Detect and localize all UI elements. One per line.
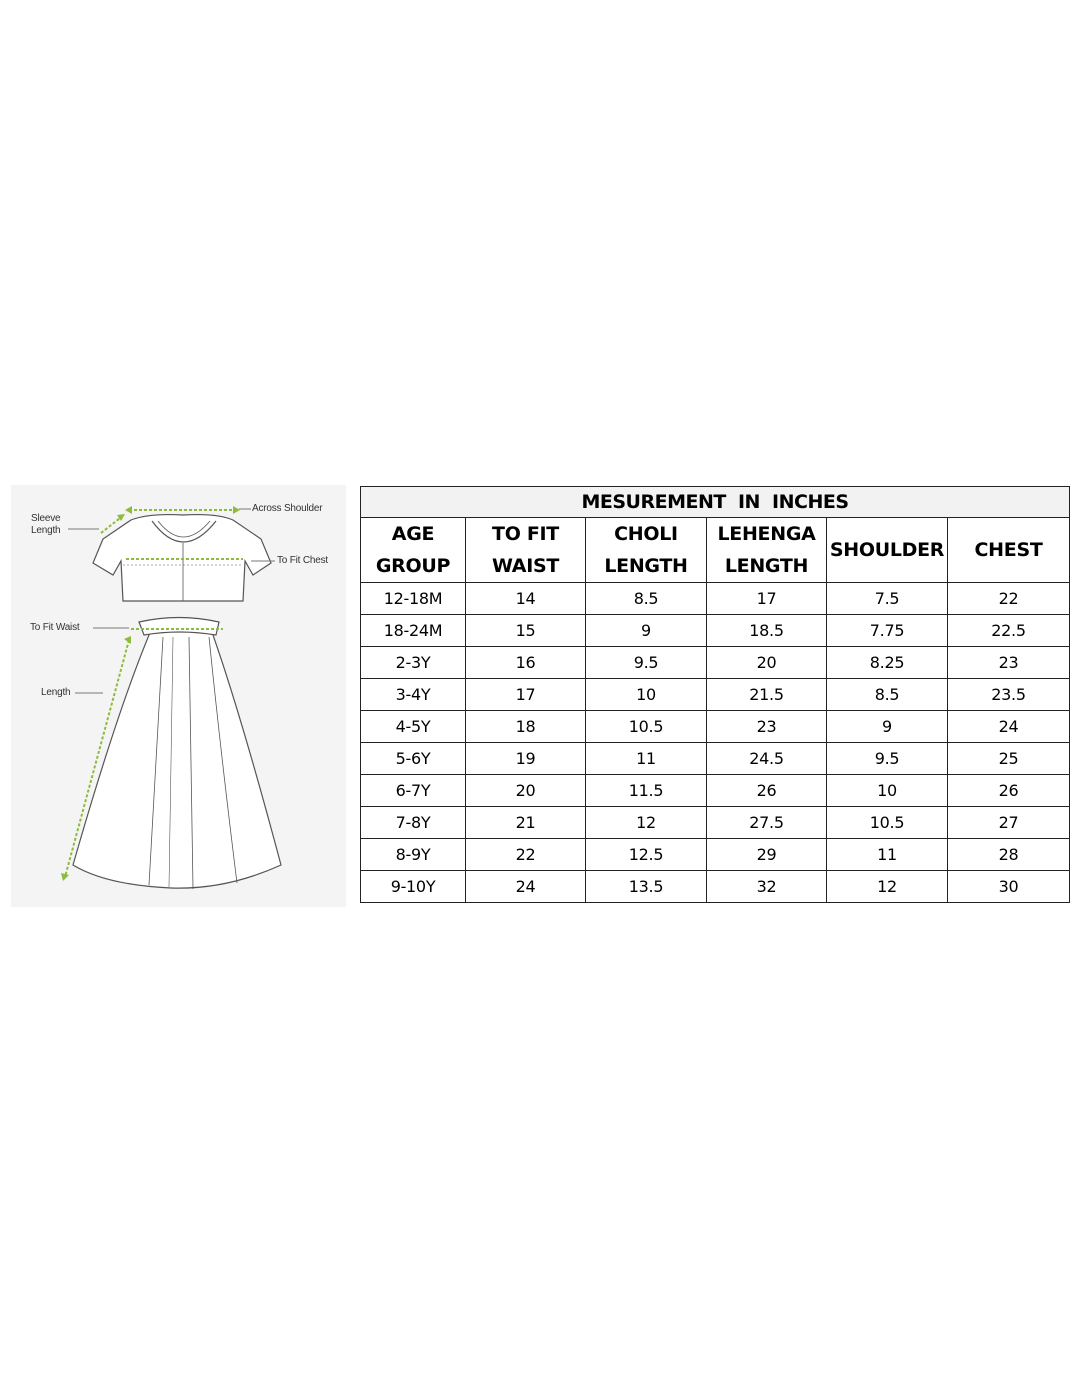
cell-waist: 20 <box>466 775 586 807</box>
table-row <box>361 839 1070 871</box>
cell-chest: 24 <box>948 711 1070 743</box>
cell-shoulder: 8.25 <box>827 647 948 679</box>
header-text: LEHENGA <box>717 523 816 545</box>
cell-chest: 25 <box>948 743 1070 775</box>
table-body <box>361 583 1070 903</box>
header-text: CHOLI <box>614 523 678 545</box>
sleeve-length-label: Sleeve Length <box>31 513 61 536</box>
lehenga-drawing <box>73 618 281 890</box>
cell-shoulder: 10 <box>827 775 948 807</box>
cell-lehenga-length: 27.5 <box>707 807 827 839</box>
cell-shoulder: 12 <box>827 871 948 903</box>
cell-lehenga-length: 24.5 <box>707 743 827 775</box>
cell-choli-length: 8.5 <box>586 583 707 615</box>
cell-lehenga-length: 21.5 <box>707 679 827 711</box>
table-row <box>361 775 1070 807</box>
cell-age-group: 9-10Y <box>361 871 466 903</box>
garment-diagram <box>11 485 346 907</box>
header-to-fit-waist <box>466 518 586 583</box>
cell-waist: 24 <box>466 871 586 903</box>
header-text: LENGTH <box>724 555 809 577</box>
cell-waist: 15 <box>466 615 586 647</box>
cell-choli-length: 13.5 <box>586 871 707 903</box>
cell-lehenga-length: 17 <box>707 583 827 615</box>
table-row <box>361 583 1070 615</box>
cell-chest: 22.5 <box>948 615 1070 647</box>
cell-choli-length: 11 <box>586 743 707 775</box>
table-row <box>361 615 1070 647</box>
header-text: LENGTH <box>604 555 688 577</box>
cell-waist: 16 <box>466 647 586 679</box>
cell-age-group: 5-6Y <box>361 743 466 775</box>
header-age-group <box>361 518 466 583</box>
cell-choli-length: 9 <box>586 615 707 647</box>
cell-age-group: 4-5Y <box>361 711 466 743</box>
table-row <box>361 743 1070 775</box>
cell-lehenga-length: 29 <box>707 839 827 871</box>
cell-chest: 23.5 <box>948 679 1070 711</box>
cell-age-group: 7-8Y <box>361 807 466 839</box>
table-row <box>361 647 1070 679</box>
cell-waist: 17 <box>466 679 586 711</box>
table-row <box>361 711 1070 743</box>
cell-choli-length: 11.5 <box>586 775 707 807</box>
header-text: TO FIT <box>492 523 559 545</box>
cell-waist: 22 <box>466 839 586 871</box>
cell-choli-length: 10.5 <box>586 711 707 743</box>
to-fit-waist-label: To Fit Waist <box>30 622 80 633</box>
cell-shoulder: 9 <box>827 711 948 743</box>
cell-choli-length: 12 <box>586 807 707 839</box>
length-label: Length <box>41 687 71 698</box>
cell-age-group: 8-9Y <box>361 839 466 871</box>
header-lehenga-length <box>707 518 827 583</box>
cell-lehenga-length: 32 <box>707 871 827 903</box>
cell-age-group: 3-4Y <box>361 679 466 711</box>
cell-chest: 22 <box>948 583 1070 615</box>
header-text: AGE <box>391 523 435 545</box>
cell-age-group: 6-7Y <box>361 775 466 807</box>
to-fit-chest-label: To Fit Chest <box>277 555 328 566</box>
header-text: GROUP <box>375 555 451 577</box>
cell-chest: 30 <box>948 871 1070 903</box>
across-shoulder-label: Across Shoulder <box>252 503 323 514</box>
cell-choli-length: 10 <box>586 679 707 711</box>
header-row <box>361 518 1070 583</box>
table-row <box>361 807 1070 839</box>
cell-waist: 14 <box>466 583 586 615</box>
cell-shoulder: 9.5 <box>827 743 948 775</box>
cell-shoulder: 7.75 <box>827 615 948 647</box>
cell-shoulder: 11 <box>827 839 948 871</box>
cell-waist: 21 <box>466 807 586 839</box>
cell-shoulder: 7.5 <box>827 583 948 615</box>
table-row <box>361 679 1070 711</box>
cell-choli-length: 12.5 <box>586 839 707 871</box>
cell-age-group: 18-24M <box>361 615 466 647</box>
cell-chest: 28 <box>948 839 1070 871</box>
cell-choli-length: 9.5 <box>586 647 707 679</box>
cell-age-group: 2-3Y <box>361 647 466 679</box>
header-text: WAIST <box>491 555 560 577</box>
table-title: MESUREMENT IN INCHES <box>361 487 1070 518</box>
cell-shoulder: 10.5 <box>827 807 948 839</box>
cell-lehenga-length: 20 <box>707 647 827 679</box>
size-chart-table <box>360 486 1070 903</box>
cell-lehenga-length: 18.5 <box>707 615 827 647</box>
cell-chest: 23 <box>948 647 1070 679</box>
choli-drawing <box>93 515 271 601</box>
header-chest: CHEST <box>948 518 1070 583</box>
cell-chest: 27 <box>948 807 1070 839</box>
cell-lehenga-length: 26 <box>707 775 827 807</box>
cell-waist: 19 <box>466 743 586 775</box>
cell-shoulder: 8.5 <box>827 679 948 711</box>
cell-chest: 26 <box>948 775 1070 807</box>
cell-age-group: 12-18M <box>361 583 466 615</box>
table-row <box>361 871 1070 903</box>
header-shoulder: SHOULDER <box>827 518 948 583</box>
cell-lehenga-length: 23 <box>707 711 827 743</box>
header-choli-length <box>586 518 707 583</box>
cell-waist: 18 <box>466 711 586 743</box>
